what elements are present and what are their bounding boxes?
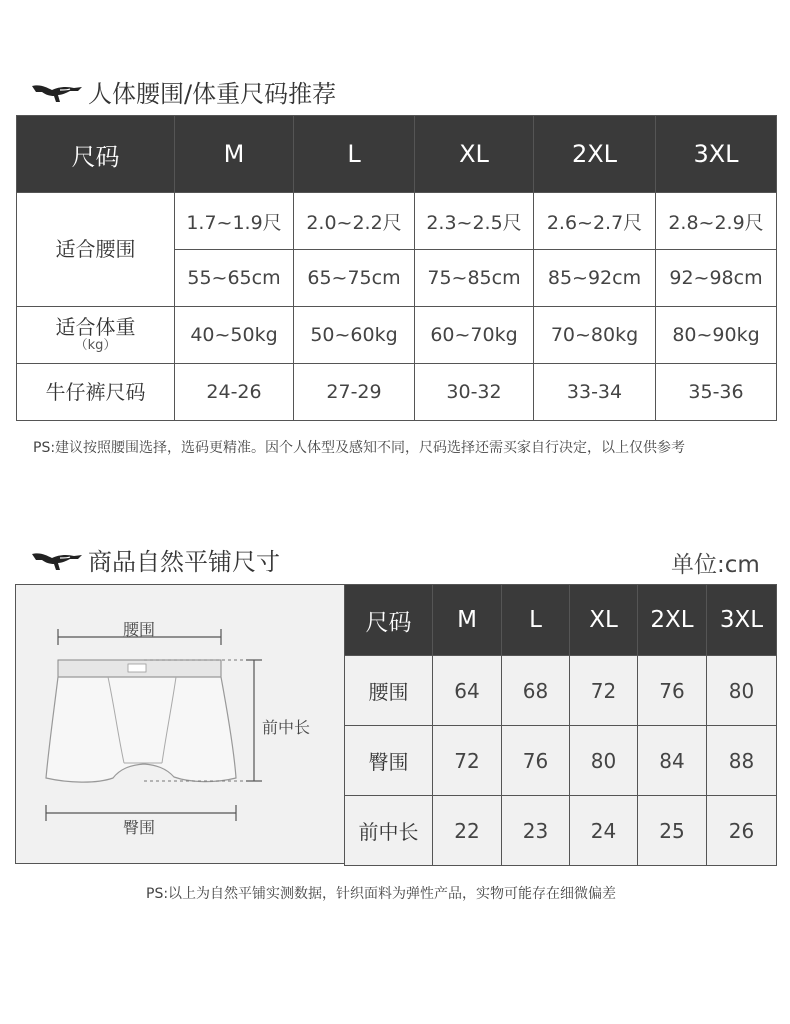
table-row xyxy=(345,656,777,726)
header-2xl: 2XL xyxy=(534,116,656,193)
table-cell: 64 xyxy=(433,656,502,726)
weight-unit-text: （kg） xyxy=(74,338,117,354)
header-m: M xyxy=(433,585,502,656)
table-cell: 40~50kg xyxy=(175,307,294,364)
header-l: L xyxy=(502,585,570,656)
header-xl: XL xyxy=(415,116,534,193)
weight-row-label xyxy=(17,307,175,364)
size-recommendation-table xyxy=(16,115,777,421)
table-cell: 30-32 xyxy=(415,364,534,421)
header-size: 尺码 xyxy=(17,116,175,193)
header-m: M xyxy=(175,116,294,193)
underwear-diagram xyxy=(16,585,344,863)
table-cell: 92~98cm xyxy=(656,250,777,307)
header-size: 尺码 xyxy=(345,585,433,656)
table-row xyxy=(17,364,777,421)
table-cell: 1.7~1.9尺 xyxy=(175,193,294,250)
diagram-waist-label: 腰围 xyxy=(123,620,156,639)
table-cell: 23 xyxy=(502,796,570,866)
table-row xyxy=(345,726,777,796)
hip-row-label: 臀围 xyxy=(345,726,433,796)
table-cell: 24 xyxy=(570,796,638,866)
diagram-front-rise-label: 前中长 xyxy=(262,718,311,737)
section2-title xyxy=(30,542,280,577)
diagram-hip-label: 臀围 xyxy=(123,818,156,837)
table-cell: 88 xyxy=(707,726,777,796)
table-cell: 84 xyxy=(638,726,707,796)
section1-title xyxy=(30,74,336,109)
table-cell: 24-26 xyxy=(175,364,294,421)
front-rise-row-label: 前中长 xyxy=(345,796,433,866)
table-cell: 68 xyxy=(502,656,570,726)
header-l: L xyxy=(294,116,415,193)
table-row xyxy=(17,193,777,250)
table-cell: 2.0~2.2尺 xyxy=(294,193,415,250)
table-cell: 75~85cm xyxy=(415,250,534,307)
table-row xyxy=(345,796,777,866)
section2-title-text: 商品自然平铺尺寸 xyxy=(88,548,280,576)
flat-measurement-table xyxy=(344,584,777,866)
section1-title-text: 人体腰围/体重尺码推荐 xyxy=(88,80,337,108)
table-cell: 72 xyxy=(433,726,502,796)
table-cell: 60~70kg xyxy=(415,307,534,364)
table-cell: 80~90kg xyxy=(656,307,777,364)
table-cell: 2.8~2.9尺 xyxy=(656,193,777,250)
table-cell: 76 xyxy=(502,726,570,796)
table-cell: 80 xyxy=(707,656,777,726)
weight-label-text: 适合体重 xyxy=(55,315,136,340)
table-cell: 50~60kg xyxy=(294,307,415,364)
table-cell: 2.3~2.5尺 xyxy=(415,193,534,250)
table-cell: 80 xyxy=(570,726,638,796)
table-cell: 70~80kg xyxy=(534,307,656,364)
table-cell: 55~65cm xyxy=(175,250,294,307)
table-cell: 22 xyxy=(433,796,502,866)
section1-note: PS:建议按照腰围选择，选码更精准。因个人体型及感知不同，尺码选择还需买家自行决定，以上仅供参考 xyxy=(33,440,686,456)
table-cell: 72 xyxy=(570,656,638,726)
table-row xyxy=(17,307,777,364)
table-cell: 2.6~2.7尺 xyxy=(534,193,656,250)
header-3xl: 3XL xyxy=(707,585,777,656)
section2-note: PS:以上为自然平铺实测数据，针织面料为弹性产品，实物可能存在细微偏差 xyxy=(146,886,617,902)
table-cell: 85~92cm xyxy=(534,250,656,307)
table-cell: 27-29 xyxy=(294,364,415,421)
table-cell: 76 xyxy=(638,656,707,726)
table-header-row xyxy=(345,585,777,656)
table-cell: 35-36 xyxy=(656,364,777,421)
unit-label: 单位:cm xyxy=(671,552,760,578)
header-3xl: 3XL xyxy=(656,116,777,193)
table-cell: 33-34 xyxy=(534,364,656,421)
brand-logo-icon xyxy=(30,78,84,106)
table-header-row xyxy=(17,116,777,193)
header-2xl: 2XL xyxy=(638,585,707,656)
jeans-row-label: 牛仔裤尺码 xyxy=(17,364,175,421)
waist-row-label: 腰围 xyxy=(345,656,433,726)
brand-logo-icon xyxy=(30,546,84,574)
table-cell: 25 xyxy=(638,796,707,866)
waist-row-label: 适合腰围 xyxy=(17,193,175,307)
table-cell: 65~75cm xyxy=(294,250,415,307)
table-cell: 26 xyxy=(707,796,777,866)
header-xl: XL xyxy=(570,585,638,656)
